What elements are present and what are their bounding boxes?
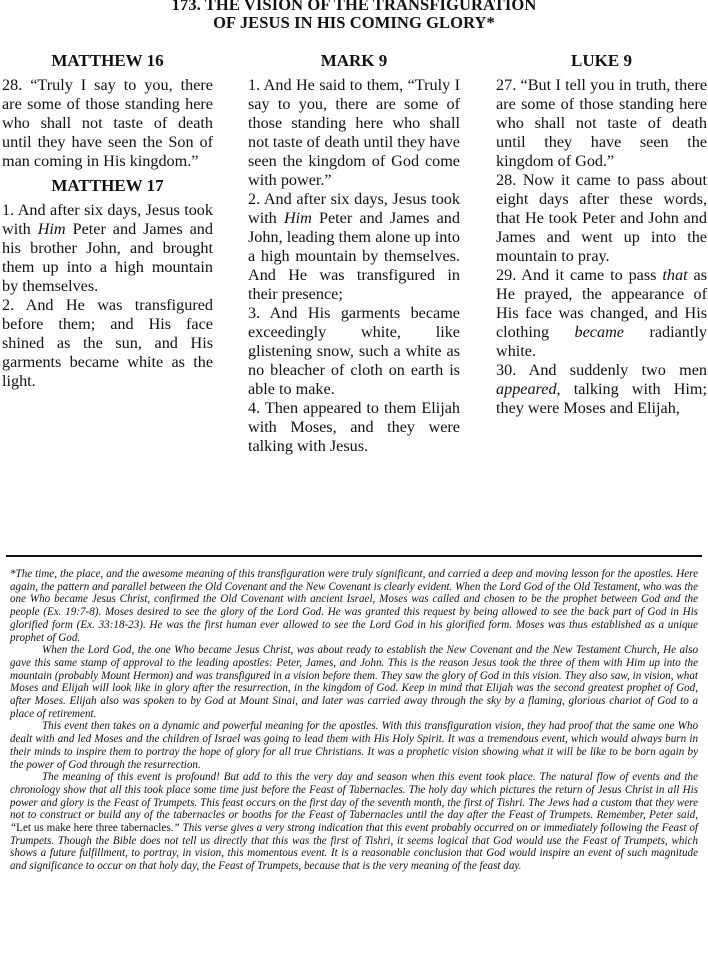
verse-luke-9-29: [496, 266, 707, 361]
verse-mark-9-2: [248, 190, 460, 304]
page-title: [0, 0, 708, 32]
column-mark: [248, 50, 460, 456]
column-luke: [496, 50, 707, 418]
verse-matthew-16-28: 28. “Truly I say to you, there are some of those standing here who shall not taste of death until they have seen the Son of man coming in His kingdom.”: [2, 76, 213, 170]
column-heading-matthew-16: MATTHEW 16: [51, 51, 164, 70]
verse-text: Peter and James and his brother John, and brought them up into a high mountain by themselves.: [2, 220, 213, 295]
column-heading-matthew-17: MATTHEW 17: [51, 176, 164, 195]
title-line-1: 173. THE VISION OF THE TRANSFIGURATION: [171, 0, 537, 14]
verse-text: 2. And after six days, Jesus took with: [248, 190, 460, 227]
verse-luke-9-30: [496, 361, 707, 418]
verse-text: radiantly white.: [496, 323, 707, 360]
footnote-text: The meaning of this event is profound! But add to this the very day and season when this event took place. The natural flow of events and the chronology show that all this took place some time just before the Feast of Tabernacles. The holy day which pictures the return of Jesus Christ in all His power and glory is the Feast of Trumpets. This feast occurs on the first day of the seventh month, the first of Tishri. The Jews had a custom that they were not to construct or build any of the tabernacles or booths for the Feast of Tabernacles until the day after the Feast of Trumpets. Remember, Peter said, “: [10, 771, 698, 835]
verse-matthew-17-1: [2, 201, 213, 296]
footnote-text: ” This verse gives a very strong indication that this event probably occurred on or immediately following the Feast of Trumpets. Though the Bible does not tell us directly that this was the first of Tishri, it seems logical that God would use the Feast of Trumpets, which shows a future fulfillment, to portray, in vision, this momentous event. It is a reasonable conclusion that God would inspire an event of such magnitude and significance to occur on that holy day, the Feast of Trumpets, because that is the very meaning of the feast day.: [10, 822, 699, 873]
footnote-paragraph-4: [10, 771, 698, 873]
verse-luke-9-28: 28. Now it came to pass about eight days after these words, that He took Peter and John and James and went up into the mountain to pray.: [496, 171, 707, 265]
italic-word: Him: [37, 220, 66, 238]
verse-mark-9-4: 4. Then appeared to them Elijah with Moses, and they were talking with Jesus.: [248, 399, 460, 455]
footnote-paragraph-3: This event then takes on a dynamic and powerful meaning for the apostles. With this transfiguration vision, they had proof that the same one Who dealt with and led Moses and the children of Israel was going to lead them with His Holy Spirit. It was a tremendous event, which would always burn in their minds to inspire them to portray the hope of glory for all true Christians. It was a prophetic vision showing what it will be like to be born again by the power of God through the resurrection.: [10, 720, 698, 771]
footnote-paragraph-1: *The time, the place, and the awesome meaning of this transfiguration were truly significant, and carried a deep and moving lesson for the apostles. Here again, the pattern and parallel between the Old Covenant and the New Covenant is clearly evident. When the Lord God of the Old Testament, who was the one Who became Jesus Christ, confirmed the Old Covenant with ancient Israel, Moses was called and chosen to be the prophet between God and the people (Ex. 19:7-8). Moses desired to see the glory of the Lord God. He was granted this request by being allowed to see the back part of God in His glorified form (Ex. 33:18-23). He was the first human ever allowed to see the Lord God in his glorified form. Moses was thus established as a unique prophet of God.: [10, 568, 698, 644]
verse-luke-9-27: 27. “But I tell you in truth, there are some of those standing here who shall not taste of death until they have seen the kingdom of God.”: [496, 76, 707, 170]
footnote-divider: [6, 555, 702, 557]
italic-word: became: [574, 323, 624, 341]
verse-text: as He prayed, the appearance of His face was changed, and His clothing: [496, 266, 708, 341]
footnote-paragraph-2: When the Lord God, the one Who became Jesus Christ, was about ready to establish the New Covenant and the New Testament Church, He also gave this same stamp of approval to the leading apostles: Peter, James, and John. This is the reason Jesus took the three of them with Him up into the mountain (probably Mount Hermon) and was transfigured in a vision before them. They saw the glory of God in this vision. They also saw, in vision, what Moses and Elijah will look like in glory after the resurrection, in the kingdom of God. Keep in mind that Elijah was the second greatest prophet of God, after Moses. Elijah also was spoken to by God at Mount Sinai, and later was carried away through the sky by a flaming, glorious chariot of God to a place of retirement.: [10, 644, 698, 720]
verse-text: Peter and James and John, leading them alone up into a high mountain by themselves. And He was transfigured in their presence;: [248, 209, 460, 303]
column-heading-mark-9: MARK 9: [320, 51, 388, 70]
verse-mark-9-3: 3. And His garments became exceedingly white, like glistening snow, such a white as no bleacher of cloth on earth is able to make.: [248, 304, 460, 398]
verse-text: 1. And after six days, Jesus took with: [2, 201, 213, 238]
italic-word: that: [662, 266, 688, 284]
column-heading-luke-9: LUKE 9: [571, 51, 632, 70]
verse-text: 30. And suddenly two men: [496, 361, 707, 379]
verse-text: 29. And it came to pass: [496, 266, 663, 284]
title-line-2: OF JESUS IN HIS COMING GLORY*: [213, 13, 495, 32]
column-matthew: [2, 50, 213, 391]
verse-matthew-17-2: 2. And He was transfigured before them; and His face shined as the sun, and His garments became white as the light.: [2, 296, 213, 390]
italic-word: Him: [283, 209, 312, 227]
quoted-verse: Let us make here three tabernacles.: [16, 822, 174, 835]
verse-mark-9-1: 1. And He said to them, “Truly I say to you, there are some of those standing here who shall not taste of death until they have seen the kingdom of God come with power.”: [248, 76, 460, 189]
footnote: [10, 568, 698, 873]
verse-text: , talking with Him; they were Moses and Elijah,: [496, 380, 707, 417]
italic-word: appeared: [496, 380, 557, 398]
